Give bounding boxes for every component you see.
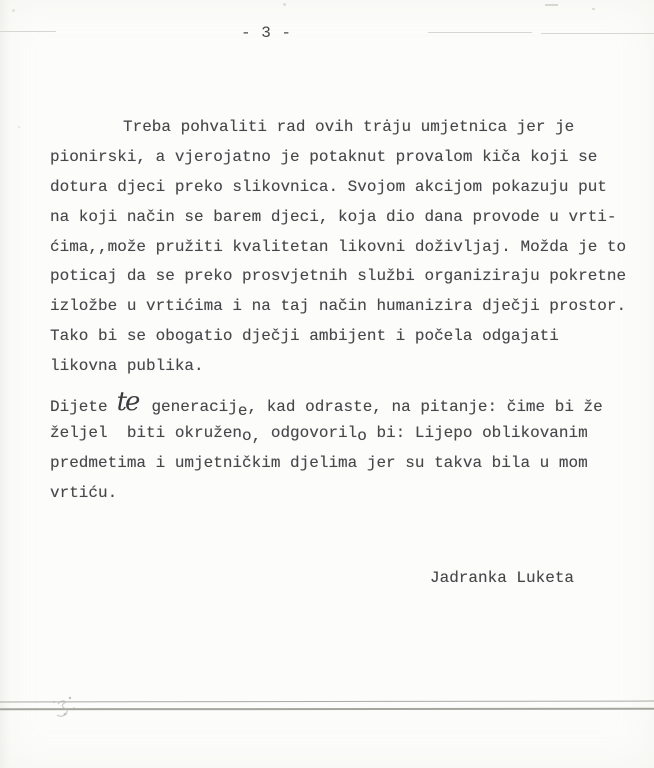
typed-line [50,203,640,233]
scan-artifact-line [541,33,654,34]
typed-line [50,262,640,292]
scan-speck [283,3,286,6]
scan-smudge [44,688,104,724]
typed-line [50,352,640,382]
typed-segment: predmetima i umjetničkim djelima jer su takva bila u mom [50,453,588,472]
typed-segment: likovna publika. [50,357,204,376]
typed-segment-dropped: o, [242,427,262,446]
typed-line [50,449,640,479]
typed-segment: ćima,,može pružiti kvalitetan likovni doživljaj. Možda je to [50,237,627,256]
typed-segment: pionirski, a vjerojatno je potaknut provalom kiča koji se [50,147,598,166]
typed-segment: generacij [151,398,238,417]
typed-line [50,389,640,419]
typed-segment: na koji način se barem djeci, koja dio dana provode u vrti- [50,207,617,226]
typed-segment: odgovoril [261,423,358,442]
typed-segment-dropped: o [357,427,367,446]
scan-speck [545,4,558,6]
typed-segment: izložbe u vrtićima i na taj način humanizira dječji prostor. [50,297,627,316]
scan-speck [12,9,15,12]
typed-segment: Dijete [50,398,108,417]
typed-line [50,173,640,203]
scan-artifact-line [0,701,654,703]
paragraph [50,389,640,509]
typed-segment: poticaj da se preko prosvjetnih službi organiziraju pokretne [50,267,627,286]
typed-segment: Tako bi se obogatio dječji ambijent i počela odgajati [50,327,559,346]
handwritten-correction: te [116,387,139,418]
author-signature: Jadranka Luketa [430,569,575,587]
scan-edge-shading [0,0,10,768]
typed-segment: Treba pohvaliti rad ovih trȧju umjetnica jer je [123,118,575,136]
typed-segment: , kad odraste, na pitanje: čime bi že [247,398,603,417]
typed-line [50,113,640,143]
scan-artifact-line [428,32,532,33]
typed-segment-dropped: e [237,401,248,420]
scan-speck [592,8,595,10]
typed-line [50,143,640,173]
typed-line [50,292,640,322]
document-body [50,113,640,509]
typed-line [50,419,640,449]
paragraph [50,113,640,382]
typed-segment: bi: Lijepo oblikovanim [366,423,588,442]
typed-segment: dotura djeci preko slikovnica. Svojom akcijom pokazuju put [50,177,607,196]
typed-line [50,322,640,352]
scan-speck [18,126,20,128]
scan-artifact-line [0,708,654,711]
page-number: - 3 - [241,24,292,42]
typed-segment: vrtiću. [50,483,118,502]
typed-line [50,479,640,509]
typed-line [50,233,640,263]
typed-segment: željel biti okružen [50,423,243,442]
